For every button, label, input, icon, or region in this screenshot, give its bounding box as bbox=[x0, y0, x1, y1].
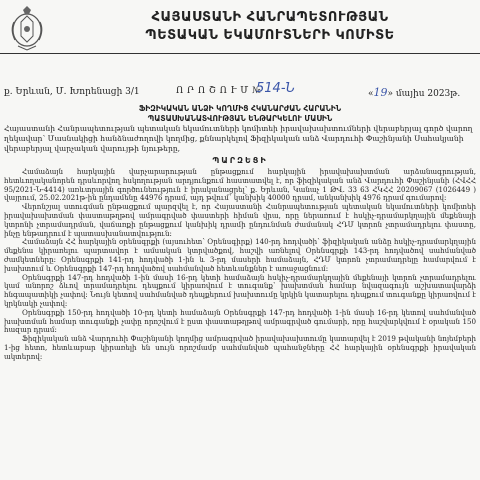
ministry-header-line2: ՊԵՏԱԿԱՆ ԵԿԱՄՈՒՏՆԵՐԻ ԿՈՄԻՏԵ bbox=[145, 28, 395, 43]
document-date bbox=[368, 86, 460, 99]
armenia-coat-of-arms-icon bbox=[6, 4, 48, 52]
intro-paragraph: Հայաստանի Հանրապետության պետական եկամուտների կոմիտեի իրավախախտումների վերաբերյալ գործ վարող ղեկավար՝ Մասնակիցի հանձնաժողովի կողմից, քննարկելով Ֆիզիկական անձ Վարդուհի Փաշինյանի Սահակյանի վերաբերյալ վարչական վարույթի նյութերը, bbox=[4, 124, 473, 153]
section-title: ՊԱՐԶԵՑԻ bbox=[212, 156, 268, 165]
document-body bbox=[4, 168, 476, 362]
document-location: ք. Երևան, Մ. Խորենացի 3/1 bbox=[4, 87, 140, 97]
body-paragraph: Ֆիզիկական անձ Վարդուհի Փաշինյանի կողմից ամրագրված իրավախախտումը կատարվել է 2019 թվականի նոյեմբերի 1-ից հետո, հետևաբար կիրառելի են սույն որոշմամբ սահմանված պահանջները ՀՀ հարկային օրենսգրքի իրավական ակտերով։ bbox=[4, 334, 476, 361]
header-divider bbox=[0, 53, 480, 54]
order-subtitle-line1: ՖԻԶԻԿԱԿԱՆ ԱՆՁԻ ԿՈՂՄԻՑ ՀԿԱՆԱՐԺԱՆ ՀԱՐԱՆԻՆ bbox=[138, 104, 342, 113]
date-open: « bbox=[368, 89, 374, 99]
body-paragraph: Վերոնշյալ ստուգման ընթացքում պարզվել է, որ Հայաստանի Հանրապետության պետական եկամուտների կոմիտեի իրավախախտման փաստաթղթով ամրագրված փաստերի հիման վրա, որը ներառում է հսկիչ-դրամարկղային մեքենայի կտրոնի չտրամադրման, վաճառքի ընթացքում կանխիկ դրամի ընդունման ժամանակ ՀԴՄ կտրոն չտրամադրելու փաստը, ինչը ենթադրում է պատասխանատվություն։ bbox=[4, 202, 476, 238]
order-label: Ո Ր Ո Շ Ո Ւ Մ № bbox=[176, 86, 262, 96]
body-paragraph: Համաձայն հարկային վարչարարության ընթացքում հարկային իրավախախտման արձանագրության, հետևողականորեն դրսևորվող հսկողության արդյունքում հաստատվել է, որ ֆիզիկական անձ Վարդուհի Փաշինյանի (ՀՎՀՀ 95/2021-Ն-4414) առևտրային գործունեություն է իրականացրել՝ ք. Երևան, Կանաչ 1 ԹՎ. 33 63 ՀԿՀՀ 20209067 (1026449 ) վայրում, 25.02.2021թ-ին ընդամենը 44976 դրամ, այդ թվում՝ կանխիկ 40000 դրամ, անկանխիկ 4976 դրամ գումարով։ bbox=[4, 167, 476, 203]
body-paragraph: Օրենսգրքի 150-րդ հոդվածի 10-րդ կետի համաձայն Օրենսգրքի 147-րդ հոդվածի 1-ին մասի 16-րդ կետով սահմանված խախտման համար տուգանքի չափը որոշվում է ըստ փաստաթղթով ամրագրված գումարի, որը հաշվարկվում է օրական 150 հազար դրամ։ bbox=[4, 307, 476, 335]
ministry-header-line1: ՀԱՅԱՍՏԱՆԻ ՀԱՆՐԱՊԵՏՈՒԹՅԱՆ bbox=[151, 10, 389, 25]
body-paragraph: Օրենսգրքի 147-րդ հոդվածի 1-ին մասի 16-րդ կետի համաձայն հսկիչ-դրամարկղային մեքենայի կտրոն չտրամադրելու կամ անորոշ ձևով տրամադրելու դեպքում կիրառվում է տուգանք՝ խախտման համար նվազագույն աշխատավարձի հնգապատիկի չափով։ Նույն կետով սահմանված դեպքերում խախտումը կրկին կատարելու դեպքում տուգանքը կիրառվում է կրկնակի չափով։ bbox=[4, 272, 476, 308]
order-subtitle-line2: ՊԱՏԱՍԽԱՆԱՏՎՈՒԹՅԱՆ ԵՆԹԱՐԿԵԼՈՒ ՄԱՍԻՆ bbox=[147, 114, 333, 123]
date-rest: » մայիս 2023թ. bbox=[387, 89, 461, 99]
order-number: 514-Ն bbox=[256, 81, 295, 96]
body-paragraph: Համաձայն ՀՀ հարկային օրենսգրքի (այսուհետ՝ Օրենսգիրք) 140-րդ հոդվածի՝ ֆիզիկական անձը հսկիչ-դրամարկղային մեքենա կիրառելու պարտավոր է ամսական կտրվածքով, հաշվի առնելով Օրենսգրքի 143-րդ հոդվածով սահմանված ժամկետները։ Օրենսգրքի 141-րդ հոդվածի 1-ին և 3-րդ մասերի համաձայն, ՀԴՄ կտրոն չտրամադրելը համարվում է խախտում և Օրենսգրքի 147-րդ հոդվածով սահմանված հետևանքներ է առաջացնում։ bbox=[4, 237, 476, 273]
date-day: 19 bbox=[373, 86, 388, 99]
